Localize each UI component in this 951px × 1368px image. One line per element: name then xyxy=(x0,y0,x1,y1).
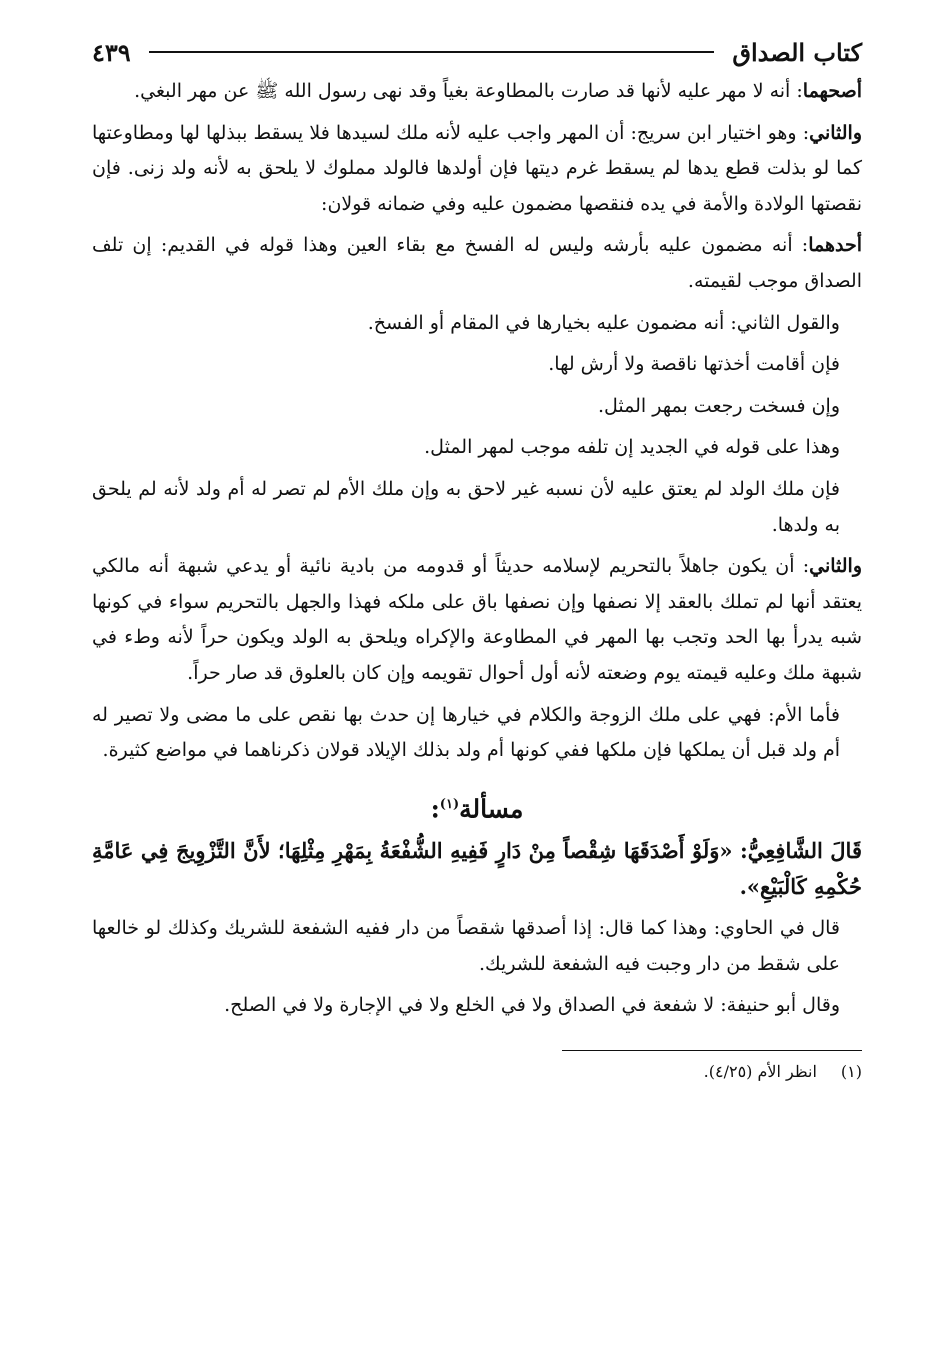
paragraph xyxy=(92,698,862,769)
section-heading xyxy=(92,787,862,827)
paragraph xyxy=(92,74,862,110)
paragraph-text: والقول الثاني: أنه مضمون عليه بخيارها في المقام أو الفسخ. xyxy=(367,311,840,334)
footnote-ref: (١) xyxy=(439,796,460,812)
paragraph-lead: والثاني xyxy=(809,555,862,578)
paragraph-lead: أحدهما xyxy=(808,234,862,257)
shafii-quote: قَالَ الشَّافِعِيُّ: «وَلَوْ أَصْدَقَهَا شِقْصاً مِنْ دَارٍ فَفِيهِ الشُّفْعَةُ بِمَهْرِ مِثْلِهَا؛ لأَنَّ التَّزْوِيجَ فِي عَامَّةِ حُكْمِهِ كَالْبَيْعِ». xyxy=(92,838,862,900)
paragraph xyxy=(92,911,862,982)
paragraph-text: : وهو اختيار ابن سريج: أن المهر واجب عليه لأنه ملك لسيدها فلا يسقط ببذلها لها ومطاوعتها كما لو بذلت قطع يدها لم يسقط غرم ديتها فإن أولدها فالولد مملوك لا يلحق به لأنه ولد زنى. فإن نقصتها الولادة والأمة في يده فنقصها مضمون عليه وفي ضمانه قولان: xyxy=(92,121,862,215)
header-rule xyxy=(149,51,715,53)
paragraph-text: فأما الأم: فهي على ملك الزوجة والكلام في خيارها إن حدث بها نقص على ما مضى ولا تصير له أم ولد قبل أن يملكها فإن ملكها ففي كونها أم ولد بذلك الإيلاد قولان ذكرناهما في مواضع كثيرة. xyxy=(92,703,840,762)
paragraph xyxy=(92,389,862,425)
paragraph-text: وقال أبو حنيفة: لا شفعة في الصداق ولا في الخلع ولا في الإجارة ولا في الصلح. xyxy=(224,994,840,1017)
paragraph-text: وهذا على قوله في الجديد إن تلفه موجب لمهر المثل. xyxy=(424,436,840,459)
footnote-rule xyxy=(562,1050,862,1051)
paragraph-text: : أنه مضمون عليه بأرشه وليس له الفسخ مع بقاء العين وهذا قوله في القديم: إن تلف الصداق موجب لقيمته. xyxy=(92,234,862,292)
footnote xyxy=(92,1059,862,1085)
section-heading-suffix: : xyxy=(430,794,440,824)
paragraph xyxy=(92,472,862,543)
page-header xyxy=(92,30,862,74)
paragraph xyxy=(92,116,862,223)
paragraph-lead: والثاني xyxy=(809,121,862,144)
paragraph xyxy=(92,306,862,342)
paragraph-text: قال في الحاوي: وهذا كما قال: إذا أصدقها شقصاً من دار ففيه الشفعة للشريك وكذلك لو خالعها على شقط من دار وجبت فيه الشفعة للشريك. xyxy=(92,917,840,975)
footnote-number: (١) xyxy=(840,1061,862,1081)
running-title: كتاب الصداق xyxy=(732,37,862,67)
paragraph-text: وإن فسخت رجعت بمهر المثل. xyxy=(598,394,840,417)
paragraph-text: فإن ملك الولد لم يعتق عليه لأن نسبه غير لاحق به وإن ملك الأم لم تصر له أم ولد لأنه لم يلحق به ولدها. xyxy=(92,477,840,536)
page-number: ٤٣٩ xyxy=(92,37,131,67)
paragraph-text: : أنه لا مهر عليه لأنها قد صارت بالمطاوعة بغياً وقد نهى رسول الله ﷺ عن مهر البغي. xyxy=(134,80,803,102)
paragraph xyxy=(92,549,862,691)
paragraph xyxy=(92,430,862,466)
paragraph-text: فإن أقامت أخذتها ناقصة ولا أرش لها. xyxy=(548,353,840,376)
body-text xyxy=(92,74,862,1024)
paragraph-text: : أن يكون جاهلاً بالتحريم لإسلامه حديثاً أو قدومه من بادية نائية أو يدعي شبهة أنه مالكي يعتقد أنها لم تملك بالعقد إلا نصفها وإن نصفها باق على ملكه فهذا والجهل بالتحريم سواء في كونها شبه يدرأ بها الحد وتجب بها المهر في المطاوعة والإكراه ويلحق به الولد ويكون حراً لأنه وطء في شبهة ملك وعليه قيمته يوم وضعته لأنه أول أحوال تقويمه وإن كان بالعلوق قد صار حراً. xyxy=(92,555,862,684)
footnote-text: انظر الأم (٤/٢٥). xyxy=(703,1061,817,1081)
paragraph-lead: أصحهما xyxy=(802,80,862,102)
section-heading-text: مسألة xyxy=(459,794,524,824)
paragraph xyxy=(92,228,862,299)
paragraph xyxy=(92,988,862,1024)
document-page xyxy=(92,30,862,1350)
paragraph xyxy=(92,347,862,383)
